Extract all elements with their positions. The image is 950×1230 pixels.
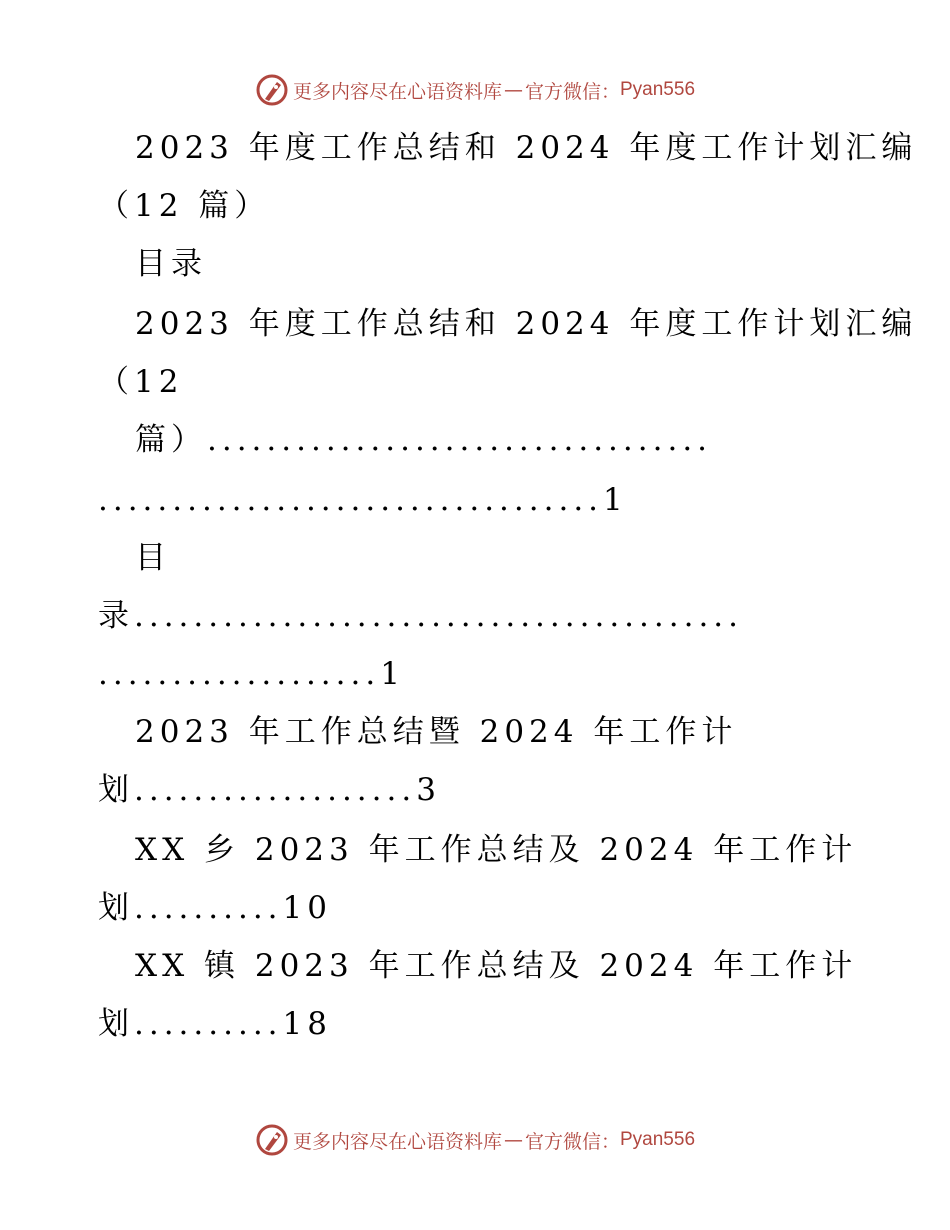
quill-logo-icon: [255, 73, 289, 107]
toc-heading: 目录: [135, 246, 207, 282]
watermark-official: 官方微信：: [524, 1130, 620, 1153]
toc-entry: 目: [135, 540, 171, 576]
toc-entry: 划..........18: [98, 1006, 332, 1042]
doc-title-line1: 2023 年度工作总结和 2024 年度工作计划汇编: [135, 130, 918, 166]
toc-entry: 划...................3: [98, 772, 441, 808]
toc-entry: ..................................1: [98, 482, 628, 518]
quill-logo-icon: [255, 1123, 289, 1157]
watermark-dash: —: [503, 79, 523, 101]
watermark-header: [0, 70, 950, 110]
watermark-official: 官方微信：: [524, 80, 620, 103]
toc-entry: XX 乡 2023 年工作总结及 2024 年工作计: [135, 832, 858, 868]
toc-entry: 篇）..................................: [135, 422, 713, 458]
watermark-dash: —: [503, 1129, 523, 1151]
watermark-id: Pyan556: [620, 1129, 696, 1150]
watermark-text: 更多内容尽在心语资料库: [292, 1130, 502, 1153]
toc-entry: 划..........10: [98, 890, 332, 926]
watermark-footer: [0, 1120, 950, 1160]
watermark-id: Pyan556: [620, 79, 696, 100]
toc-entry: 2023 年度工作总结和 2024 年度工作计划汇编: [135, 306, 918, 342]
watermark-text: 更多内容尽在心语资料库: [292, 80, 502, 103]
toc-entry: XX 镇 2023 年工作总结及 2024 年工作计: [135, 948, 858, 984]
toc-entry: ...................1: [98, 656, 405, 692]
toc-entry: （12: [98, 364, 184, 400]
toc-entry: 2023 年工作总结暨 2024 年工作计: [135, 714, 738, 750]
toc-entry: 录.........................................: [98, 598, 744, 634]
doc-title-line2: （12 篇）: [98, 188, 271, 224]
